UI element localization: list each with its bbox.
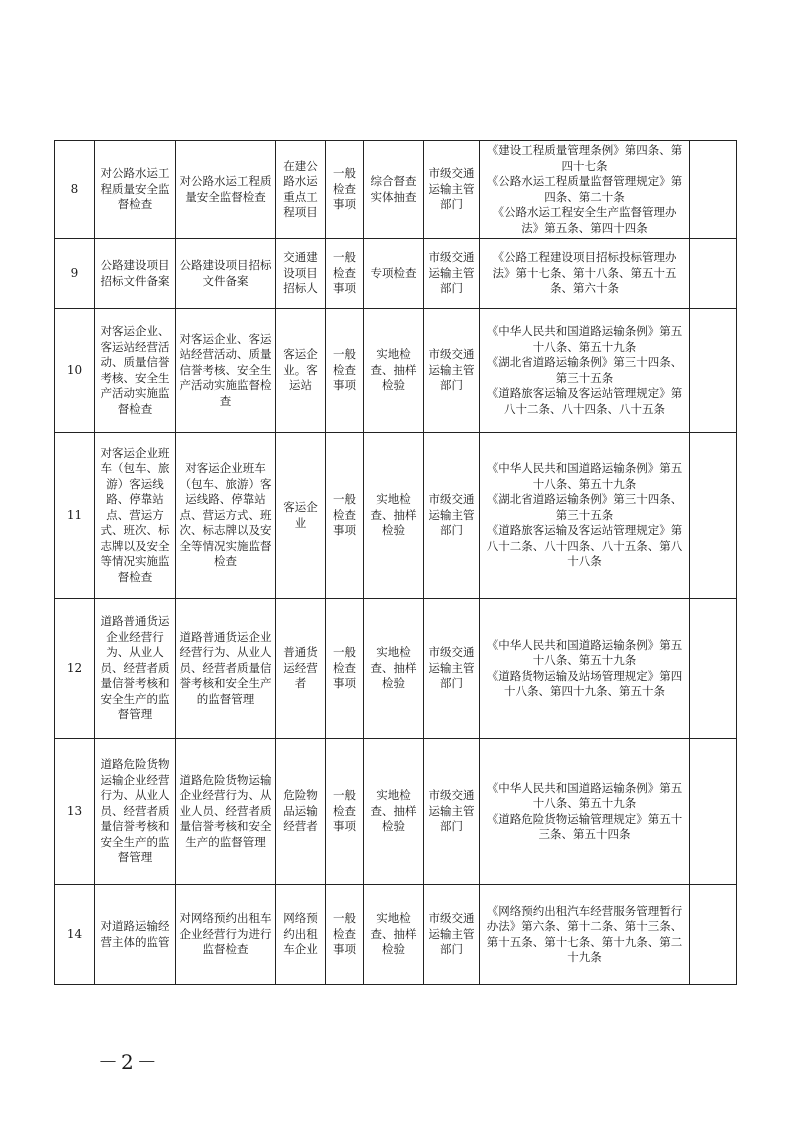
remark-cell	[690, 141, 737, 239]
inspection-subject: 市级交通运输主管部门	[424, 885, 480, 985]
inspection-item: 公路建设项目招标文件备案	[95, 239, 176, 309]
inspection-category: 一般检查事项	[326, 239, 364, 309]
inspection-method: 综合督查实体抽查	[364, 141, 424, 239]
inspection-category: 一般检查事项	[326, 599, 364, 739]
table-row	[55, 309, 737, 433]
legal-basis: 《建设工程质量管理条例》第四条、第四十七条 《公路水运工程质量监督管理规定》第四条、第二十条 《公路水运工程安全生产监督管理办法》第五条、第四十四条	[480, 141, 690, 239]
inspection-method: 实地检查、抽样检验	[364, 885, 424, 985]
remark-cell	[690, 239, 737, 309]
inspection-item: 道路危险货物运输企业经营行为、从业人员、经营者质量信誉考核和安全生产的监督管理	[95, 739, 176, 885]
table-row	[55, 239, 737, 309]
inspection-subject: 市级交通运输主管部门	[424, 739, 480, 885]
row-number: 9	[55, 239, 95, 309]
inspection-item: 对客运企业班车（包车、旅游）客运线路、停靠站点、营运方式、班次、标志牌以及安全等情况实施监督检查	[95, 433, 176, 599]
inspection-subject: 市级交通运输主管部门	[424, 599, 480, 739]
legal-basis: 《中华人民共和国道路运输条例》第五十八条、第五十九条 《道路危险货物运输管理规定》第五十三条、第五十四条	[480, 739, 690, 885]
table-row	[55, 885, 737, 985]
remark-cell	[690, 885, 737, 985]
inspection-method: 实地检查、抽样检验	[364, 309, 424, 433]
inspection-category: 一般检查事项	[326, 885, 364, 985]
inspection-subitem: 对客运企业班车（包车、旅游）客运线路、停靠站点、营运方式、班次、标志牌以及安全等情况实施监督检查	[176, 433, 276, 599]
remark-cell	[690, 309, 737, 433]
inspection-object: 客运企业	[276, 433, 326, 599]
row-number: 14	[55, 885, 95, 985]
inspection-subject: 市级交通运输主管部门	[424, 433, 480, 599]
legal-basis: 《中华人民共和国道路运输条例》第五十八条、第五十九条 《湖北省道路运输条例》第三十四条、第三十五条 《道路旅客运输及客运站管理规定》第八十二条、八十四条、八十五条、第八十八条	[480, 433, 690, 599]
inspection-method: 实地检查、抽样检验	[364, 599, 424, 739]
inspection-item: 对公路水运工程质量安全监督检查	[95, 141, 176, 239]
inspection-method: 实地检查、抽样检验	[364, 739, 424, 885]
table-row	[55, 433, 737, 599]
inspection-object: 网络预约出租车企业	[276, 885, 326, 985]
inspection-subitem: 对网络预约出租车企业经营行为进行监督检查	[176, 885, 276, 985]
inspection-category: 一般检查事项	[326, 309, 364, 433]
table-row	[55, 599, 737, 739]
inspection-object: 普通货运经营者	[276, 599, 326, 739]
remark-cell	[690, 739, 737, 885]
inspection-subject: 市级交通运输主管部门	[424, 239, 480, 309]
inspection-item: 道路普通货运企业经营行为、从业人员、经营者质量信誉考核和安全生产的监督管理	[95, 599, 176, 739]
inspection-subitem: 道路危险货物运输企业经营行为、从业人员、经营者质量信誉考核和安全生产的监督管理	[176, 739, 276, 885]
inspection-item: 对道路运输经营主体的监管	[95, 885, 176, 985]
row-number: 8	[55, 141, 95, 239]
inspection-category: 一般检查事项	[326, 141, 364, 239]
inspection-category: 一般检查事项	[326, 433, 364, 599]
inspection-table	[54, 140, 737, 985]
inspection-object: 交通建设项目招标人	[276, 239, 326, 309]
inspection-subitem: 对客运企业、客运站经营活动、质量信誉考核、安全生产活动实施监督检查	[176, 309, 276, 433]
inspection-subitem: 对公路水运工程质量安全监督检查	[176, 141, 276, 239]
table-row	[55, 141, 737, 239]
remark-cell	[690, 433, 737, 599]
inspection-subject: 市级交通运输主管部门	[424, 309, 480, 433]
inspection-subject: 市级交通运输主管部门	[424, 141, 480, 239]
inspection-subitem: 道路普通货运企业经营行为、从业人员、经营者质量信誉考核和安全生产的监督管理	[176, 599, 276, 739]
row-number: 13	[55, 739, 95, 885]
legal-basis: 《中华人民共和国道路运输条例》第五十八条、第五十九条 《湖北省道路运输条例》第三十四条、第三十五条 《道路旅客运输及客运站管理规定》第八十二条、八十四条、八十五条	[480, 309, 690, 433]
inspection-subitem: 公路建设项目招标文件备案	[176, 239, 276, 309]
inspection-category: 一般检查事项	[326, 739, 364, 885]
row-number: 12	[55, 599, 95, 739]
inspection-object: 危险物品运输经营者	[276, 739, 326, 885]
row-number: 10	[55, 309, 95, 433]
legal-basis: 《网络预约出租汽车经营服务管理暂行办法》第六条、第十二条、第十三条、第十五条、第十七条、第十九条、第二十九条	[480, 885, 690, 985]
page-number: －2－	[98, 1050, 160, 1074]
row-number: 11	[55, 433, 95, 599]
inspection-object: 在建公路水运重点工程项目	[276, 141, 326, 239]
inspection-item: 对客运企业、客运站经营活动、质量信誉考核、安全生产活动实施监督检查	[95, 309, 176, 433]
legal-basis: 《公路工程建设项目招标投标管理办法》第十七条、第十八条、第五十五条、第六十条	[480, 239, 690, 309]
legal-basis: 《中华人民共和国道路运输条例》第五十八条、第五十九条 《道路货物运输及站场管理规定》第四十八条、第四十九条、第五十条	[480, 599, 690, 739]
table-row	[55, 739, 737, 885]
remark-cell	[690, 599, 737, 739]
inspection-object: 客运企业。客运站	[276, 309, 326, 433]
inspection-method: 实地检查、抽样检验	[364, 433, 424, 599]
inspection-method: 专项检查	[364, 239, 424, 309]
